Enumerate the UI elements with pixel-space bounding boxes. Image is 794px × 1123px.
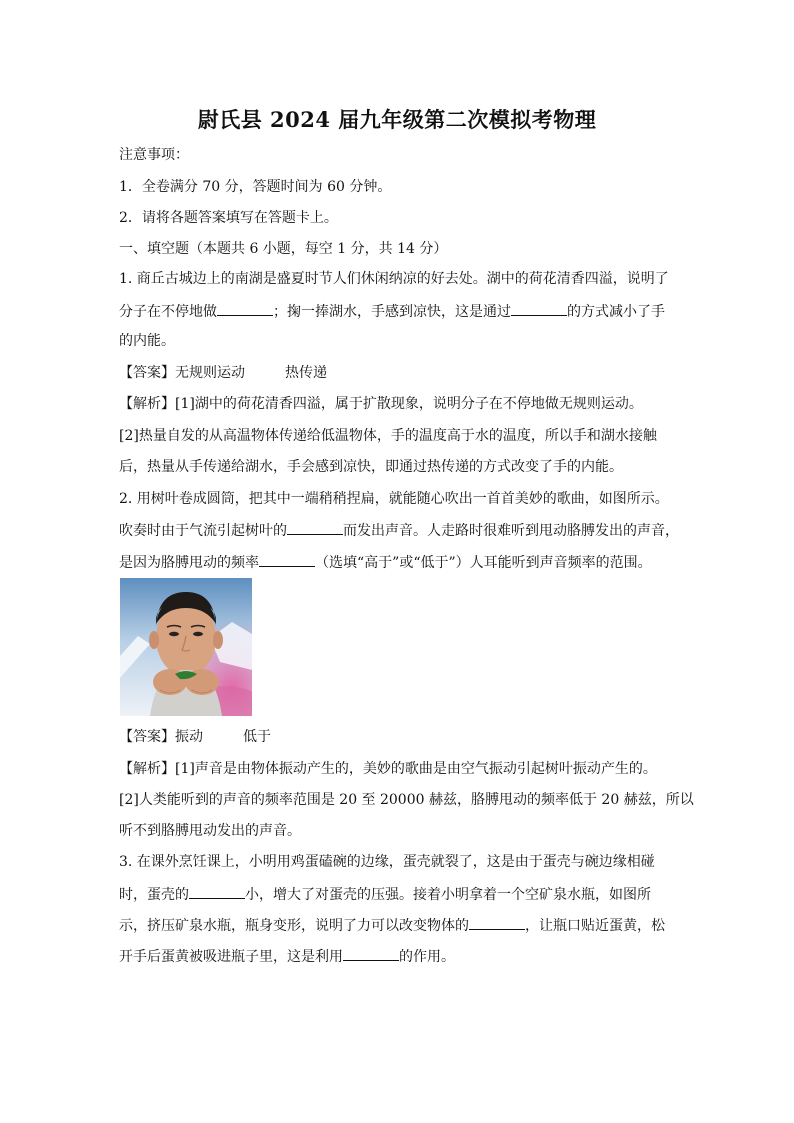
q1-line-2	[119, 301, 665, 321]
q2-text: 而发出声音。人走路时很难听到甩动胳膊发出的声音，	[343, 523, 679, 539]
q2-line-1: 2. 用树叶卷成圆筒，把其中一端稍稍捏扁，就能随心吹出一首首美妙的歌曲，如图所示。	[119, 491, 669, 507]
answer-blank	[189, 884, 245, 899]
q1-analysis-3: 后，热量从手传递给湖水，手会感到凉快，即通过热传递的方式改变了手的内能。	[119, 459, 623, 475]
q2-text: 是因为胳膊甩动的频率	[119, 555, 259, 571]
section-heading: 一、填空题（本题共 6 小题，每空 1 分，共 14 分）	[119, 241, 448, 257]
exam-title: 尉氏县 2024 届九年级第二次模拟考物理	[197, 107, 597, 132]
answer-blank	[287, 520, 343, 535]
answer-blank	[343, 946, 399, 961]
q3-line-3	[119, 915, 665, 935]
q2-text: 吹奏时由于气流引起树叶的	[119, 523, 287, 539]
q2-analysis-1	[119, 760, 657, 778]
q2-analysis-3: 听不到胳膊甩动发出的声音。	[119, 823, 301, 839]
q3-line-2	[119, 884, 651, 904]
answer-value: 无规则运动	[175, 365, 245, 381]
analysis-text: [1]声音是由物体振动产生的，美妙的歌曲是由空气振动引起树叶振动产生的。	[175, 761, 657, 777]
q3-text: ，让瓶口贴近蛋黄，松	[525, 918, 665, 934]
answer-blank	[469, 915, 525, 930]
analysis-text: [1]湖中的荷花清香四溢，属于扩散现象，说明分子在不停地做无规则运动。	[175, 396, 643, 412]
answer-label: 【答案】	[119, 729, 175, 745]
q3-text: 小，增大了对蛋壳的压强。接着小明拿着一个空矿泉水瓶，如图所	[245, 887, 651, 903]
q1-text: ；掬一捧湖水，手感到凉快，这是通过	[273, 304, 511, 320]
q3-line-4	[119, 946, 455, 966]
q1-answer	[119, 364, 327, 382]
answer-value: 低于	[243, 729, 271, 745]
q2-line-3	[119, 552, 652, 572]
notes-item-1: 1．全卷满分 70 分，答题时间为 60 分钟。	[119, 179, 392, 195]
q2-line-2	[119, 520, 679, 540]
answer-label: 【答案】	[119, 365, 175, 381]
notes-heading: 注意事项：	[119, 147, 189, 163]
q1-analysis-1	[119, 395, 643, 413]
notes-item-2: 2．请将各题答案填写在答题卡上。	[119, 210, 338, 226]
answer-value: 振动	[175, 729, 203, 745]
q3-text: 时，蛋壳的	[119, 887, 189, 903]
q1-text: 的方式减小了手	[567, 304, 665, 320]
q2-text: （选填“高于”或“低于”）人耳能听到声音频率的范围。	[315, 555, 652, 571]
leaf-whistle-photo	[120, 578, 252, 716]
answer-blank	[511, 301, 567, 316]
q2-answer	[119, 728, 271, 746]
q2-analysis-2: [2]人类能听到的声音的频率范围是 20 至 20000 赫兹，胳膊甩动的频率低于 20 赫兹，所以	[119, 792, 694, 808]
q1-line-1: 1. 商丘古城边上的南湖是盛夏时节人们休闲纳凉的好去处。湖中的荷花清香四溢，说明了	[119, 271, 669, 287]
q3-text: 的作用。	[399, 949, 455, 965]
q3-text: 开手后蛋黄被吸进瓶子里，这是利用	[119, 949, 343, 965]
analysis-label: 【解析】	[119, 761, 175, 777]
answer-blank	[217, 301, 273, 316]
q1-text: 分子在不停地做	[119, 304, 217, 320]
q3-line-1: 3. 在课外烹饪课上，小明用鸡蛋磕碗的边缘，蛋壳就裂了，这是由于蛋壳与碗边缘相碰	[119, 854, 655, 870]
analysis-label: 【解析】	[119, 396, 175, 412]
q3-text: 示，挤压矿泉水瓶，瓶身变形，说明了力可以改变物体的	[119, 918, 469, 934]
answer-blank	[259, 552, 315, 567]
answer-value: 热传递	[285, 365, 327, 381]
q1-analysis-2: [2]热量自发的从高温物体传递给低温物体，手的温度高于水的温度，所以手和湖水接触	[119, 428, 657, 444]
q1-line-3: 的内能。	[119, 333, 175, 349]
